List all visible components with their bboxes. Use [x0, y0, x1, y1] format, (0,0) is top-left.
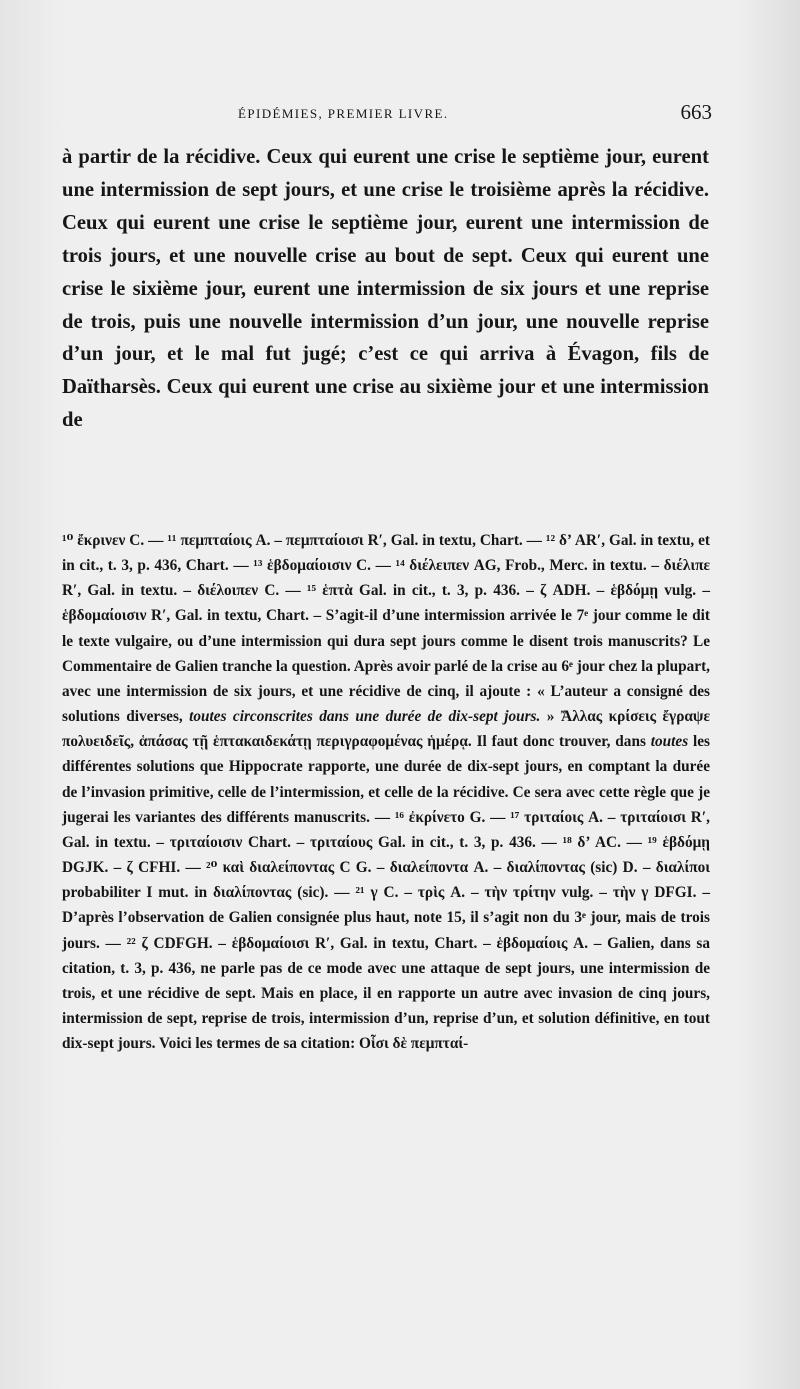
footnote-text-3: les différentes solutions que Hippocrate rapporte, une durée de dix-sept jours, en comptant la durée de l’invasion primitive, celle de l’intermission, et celle de la récidive. Ce sera avec cette règle que je jugerai les variantes des différents manuscrits. — ¹⁶ ἐκρίνετο G. — ¹⁷ τριταίοις A. – τριταίοισι R′, Gal. in textu. – τριταίοισιν Chart. – τριταίους Gal. in cit., t. 3, p. 436. — ¹⁸ δ’ AC. — ¹⁹ ἑβδόμῃ DGJK. – ζ CFHI. — ²⁰ καὶ διαλείποντας C G. – διαλείποντα A. – διαλίποντας (sic) D. – διαλίποι probabiliter I mut. in διαλίποντας (sic). — ²¹ γ C. – τρὶς A. – τὴν τρίτην vulg. – τὴν γ DFGI. – D’après l’observation de Galien consignée plus haut, note 15, il s’agit non du 3ᵉ jour, mais de trois jours. — ²² ζ CDFGH. – ἑβδομαίοισι R′, Gal. in textu, Chart. – ἑβδομαίοις A. – Galien, dans sa citation, t. 3, p. 436, ne parle pas de ce mode avec une attaque de sept jours, une intermission de trois, et une récidive de sept. Mais en place, il en rapporte un autre avec invasion de cinq jours, intermission de sept, reprise de trois, intermission d’un, reprise d’un, et solution définitive, en tout dix-sept jours. Voici les termes de sa citation: Οἷσι δὲ πεμπταί- — [62, 733, 710, 1053]
main-text-paragraph: à partir de la récidive. Ceux qui eurent une crise le septième jour, eurent une intermission de sept jours, et une crise le troisième après la récidive. Ceux qui eurent une crise le septième jour, eurent une intermission de trois jours, et une nouvelle crise au bout de sept. Ceux qui eurent une crise le sixième jour, eurent une intermission de six jours et une reprise de trois, puis une nouvelle intermission d’un jour, une nouvelle reprise d’un jour, et le mal fut jugé; c’est ce qui arriva à Évagon, fils de Daïtharsès. Ceux qui eurent une crise au sixième jour et une intermission de — [62, 146, 709, 432]
running-title: ÉPIDÉMIES, PREMIER LIVRE. — [238, 106, 449, 121]
page-number: 663 — [680, 100, 712, 124]
page-header — [62, 100, 712, 130]
footnote-italic-2: toutes — [650, 733, 689, 751]
footnote-text-2: » Ἄλλας κρίσεις ἔγραψε πολυειδεῖς, ἁπάσας τῇ ἑπτακαιδεκάτῃ περιγραφομένας ἡμέρᾳ. Il faut donc trouver, dans — [62, 708, 710, 751]
footnotes-block — [62, 528, 710, 1056]
footnote-text-1: ¹⁰ ἔκρινεν C. — ¹¹ πεμπταίοις A. – πεμπταίοισι R′, Gal. in textu, Chart. — ¹² δ’ AR′, Gal. in textu, et in cit., t. 3, p. 436, Chart. — ¹³ ἑβδομαίοισιν C. — ¹⁴ διέλειπεν AG, Frob., Merc. in textu. – διέλιπε R′, Gal. in textu. – διέλοιπεν C. — ¹⁵ ἑπτὰ Gal. in cit., t. 3, p. 436. – ζ ADH. – ἑβδόμῃ vulg. – ἑβδομαίοισιν R′, Gal. in textu, Chart. – S’agit-il d’une intermission arrivée le 7ᵉ jour comme le dit le texte vulgaire, ou d’une intermission qui dura sept jours comme le disent trois manuscrits? Le Commentaire de Galien tranche la question. Après avoir parlé de la crise au 6ᵉ jour chez la plupart, avec une intermission de six jours, et une récidive de cinq, il ajoute : « L’auteur a consigné des solutions diverses, — [62, 532, 710, 726]
footnote-italic-1: toutes circonscrites dans une durée de dix-sept jours. — [189, 708, 541, 726]
